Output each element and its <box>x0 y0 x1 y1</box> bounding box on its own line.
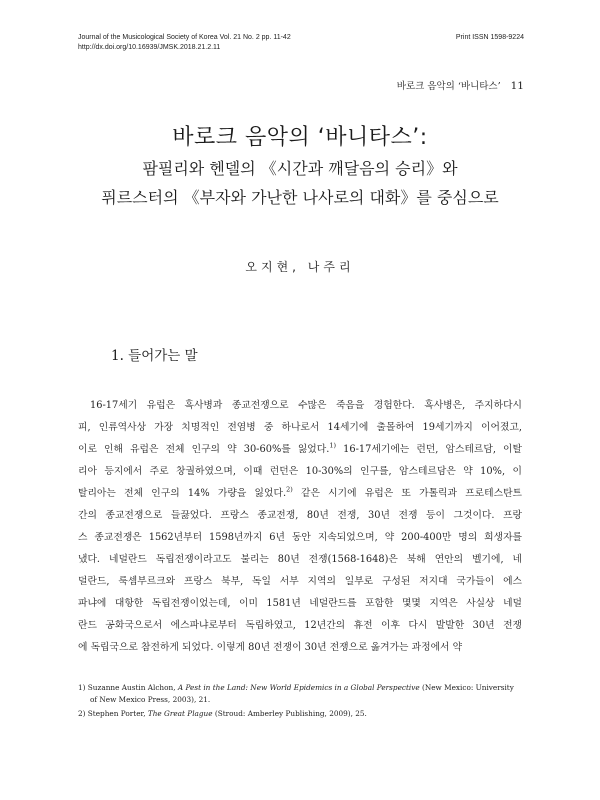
page-number: 11 <box>510 80 524 92</box>
footnote-ref[interactable]: 2) <box>286 485 293 494</box>
running-head <box>397 78 524 92</box>
footnote-1 <box>78 682 522 706</box>
section-heading: 1. 들어가는 말 <box>111 348 198 364</box>
footnote-ref[interactable]: 1) <box>329 441 337 450</box>
footnote-2-tail: (Stroud: Amberley Publishing, 2009), 25. <box>212 709 367 718</box>
body-line: 간의 종교전쟁으로 들끓었다. 프랑스 종교전쟁, 80년 전쟁, 30년 전쟁 등이 그것이다. 프랑 <box>78 510 522 521</box>
body-line: 16-17세기 유럽은 흑사병과 종교전쟁으로 수많은 죽음을 경험한다. 흑사병은, 주지하다시 <box>90 400 522 411</box>
footnote-1-title: A Pest in the Land: New World Epidemics in a Global Perspective <box>177 683 420 692</box>
article-title: 바로크 음악의 ‘바니타스’: <box>172 125 428 150</box>
footnote-2-title: The Great Plague <box>147 709 213 718</box>
body-line: 란드 공화국으로서 에스파냐로부터 독립하였고, 12년간의 휴전 이후 다시 발발한 30년 전쟁 <box>78 620 522 631</box>
journal-citation <box>78 33 291 53</box>
footnote-2 <box>78 708 522 720</box>
body-line: 에 독립국으로 참전하게 되었다. 이렇게 80년 전쟁이 30년 전쟁으로 옮겨가는 과정에서 약 <box>78 642 463 653</box>
body-text <box>78 395 522 659</box>
body-line: 덜란드, 룩셈부르크와 프랑스 북부, 독일 서부 지역의 일부로 구성된 저지대 국가들이 에스 <box>78 576 522 587</box>
journal-name-line: Journal of the Musicological Society of Korea Vol. 21 No. 2 pp. 11-42 <box>78 34 291 41</box>
footnote-1-tail: (New Mexico: University of New Mexico Press, 2003), 21. <box>90 683 514 704</box>
body-line: 이로 인해 유럽은 전체 인구의 약 30-60%를 잃었다.$^{1)}$ 16-17세기에는 런던, 암스테르담, 이탈 <box>78 441 522 455</box>
running-head-title: 바로크 음악의 ‘바니타스’ <box>396 81 501 92</box>
author-names: 오지현, 나주리 <box>245 260 355 274</box>
body-line: 리아 등지에서 주로 창궐하였으며, 이때 런던은 10-30%의 인구를, 암스테르담은 약 10%, 이 <box>78 466 522 477</box>
body-line: 탈리아는 전체 인구의 14% 가량을 잃었다.$^{2)}$ 같은 시기에 유럽은 또 가톨릭과 프로테스탄트 <box>78 485 522 499</box>
issn-label: Print ISSN 1598-9224 <box>455 34 524 41</box>
doi-link[interactable]: http://dx.doi.org/10.16939/JMSK.2018.21.2.11 <box>78 44 221 51</box>
article-subtitle-line-1: 팜필리와 헨델의 《시간과 깨달음의 승리》와 <box>142 159 458 178</box>
body-line: 냈다. 네덜란드 독립전쟁이라고도 불리는 80년 전쟁(1568-1648)은 북해 연안의 벨기에, 네 <box>78 554 522 565</box>
footnote-2-lead: 2) Stephen Porter, <box>78 709 148 718</box>
article-subtitle-line-2: 퓌르스터의 《부자와 가난한 나사로의 대화》를 중심으로 <box>101 188 499 207</box>
body-line: 스 종교전쟁은 1562년부터 1598년까지 6년 동안 지속되었으며, 약 200-400만 명의 희생자를 <box>78 532 522 543</box>
footnote-1-lead: 1) Suzanne Austin Alchon, <box>78 683 178 692</box>
body-line: 피, 인류역사상 가장 치명적인 전염병 중 하나로서 14세기에 출몰하여 19세기까지 이어졌고, <box>78 422 522 433</box>
footnotes <box>78 682 522 722</box>
body-line: 파냐에 대항한 독립전쟁이었는데, 이미 1581년 네덜란드를 포함한 몇몇 지역은 사실상 네덜 <box>78 598 522 609</box>
